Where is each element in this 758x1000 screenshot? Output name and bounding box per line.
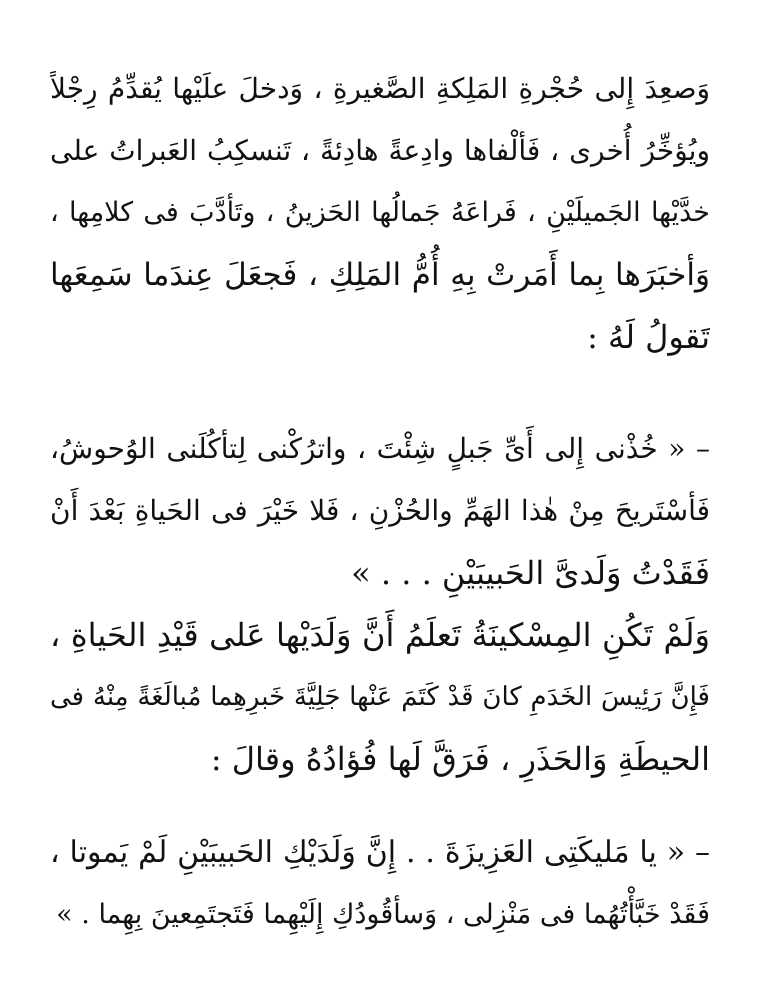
text-line: فَأسْتَريحَ مِنْ هٰذا الهَمِّ والحُزْنِ ، فَلا خَيْرَ فى الحَياةِ بَعْدَ أَنْ [50, 494, 710, 527]
text-line: ويُؤخِّرُ أُخرى ، فَألْفاها وادِعةً هادِئةً ، تَنسكِبُ العَبراتُ على [50, 134, 710, 167]
text-line: – « يا مَليكَتِى العَزِيزَةَ . . إِنَّ وَلَدَيْكِ الحَبيبَيْنِ لَمْ يَموتا ، [50, 835, 710, 870]
text-line: وَلَمْ تَكُنِ المِسْكينَةُ تَعلَمُ أَنَّ وَلَدَيْها عَلى قَيْدِ الحَياةِ ، [50, 616, 710, 654]
text-line: الحيطَةِ وَالحَذَرِ ، فَرَقَّ لَها فُؤادُهُ وقالَ : [210, 740, 710, 778]
paragraph-2 [50, 418, 710, 604]
text-line: وَصعِدَ إِلى حُجْرةِ المَلِكةِ الصَّغيرةِ ، وَدخلَ علَيْها يُقدِّمُ رِجْلاً [50, 72, 710, 105]
text-line: فَقَدْ خَبَّأْتُهُما فى مَنْزِلى ، وَسأقُودُكِ إِلَيْهِما فَتَجتَمِعينَ بِهِما . » [56, 899, 710, 930]
text-line: فَإِنَّ رَئِيسَ الخَدَمِ كانَ قَدْ كَتَمَ عَنْها جَلِيَّةَ خَبرِهِما مُبالَغَةً مِنْهُ فى [50, 682, 710, 712]
paragraph-3 [50, 604, 710, 790]
text-line: تَقولُ لَهُ : [587, 318, 710, 356]
text-line: خدَّيْها الجَميلَيْنِ ، فَراعَهُ جَمالُها الحَزينُ ، وتَأدَّبَ فى كلامِها ، [50, 197, 710, 228]
paragraph-1 [50, 58, 710, 368]
text-line: – « خُذْنى إِلى أَىِّ جَبلٍ شِئْتَ ، واترُكْنى لِتأكُلَنى الوُحوشُ، [50, 432, 710, 465]
paragraph-4 [50, 822, 710, 946]
text-line: وَأخبَرَها بِما أَمَرتْ بِهِ أُمُّ المَلِكِ ، فَجعَلَ عِندَما سَمِعَها [50, 257, 710, 293]
text-line: فَقَدْتُ وَلَدىَّ الحَبيبَيْنِ . . . » [351, 554, 710, 592]
